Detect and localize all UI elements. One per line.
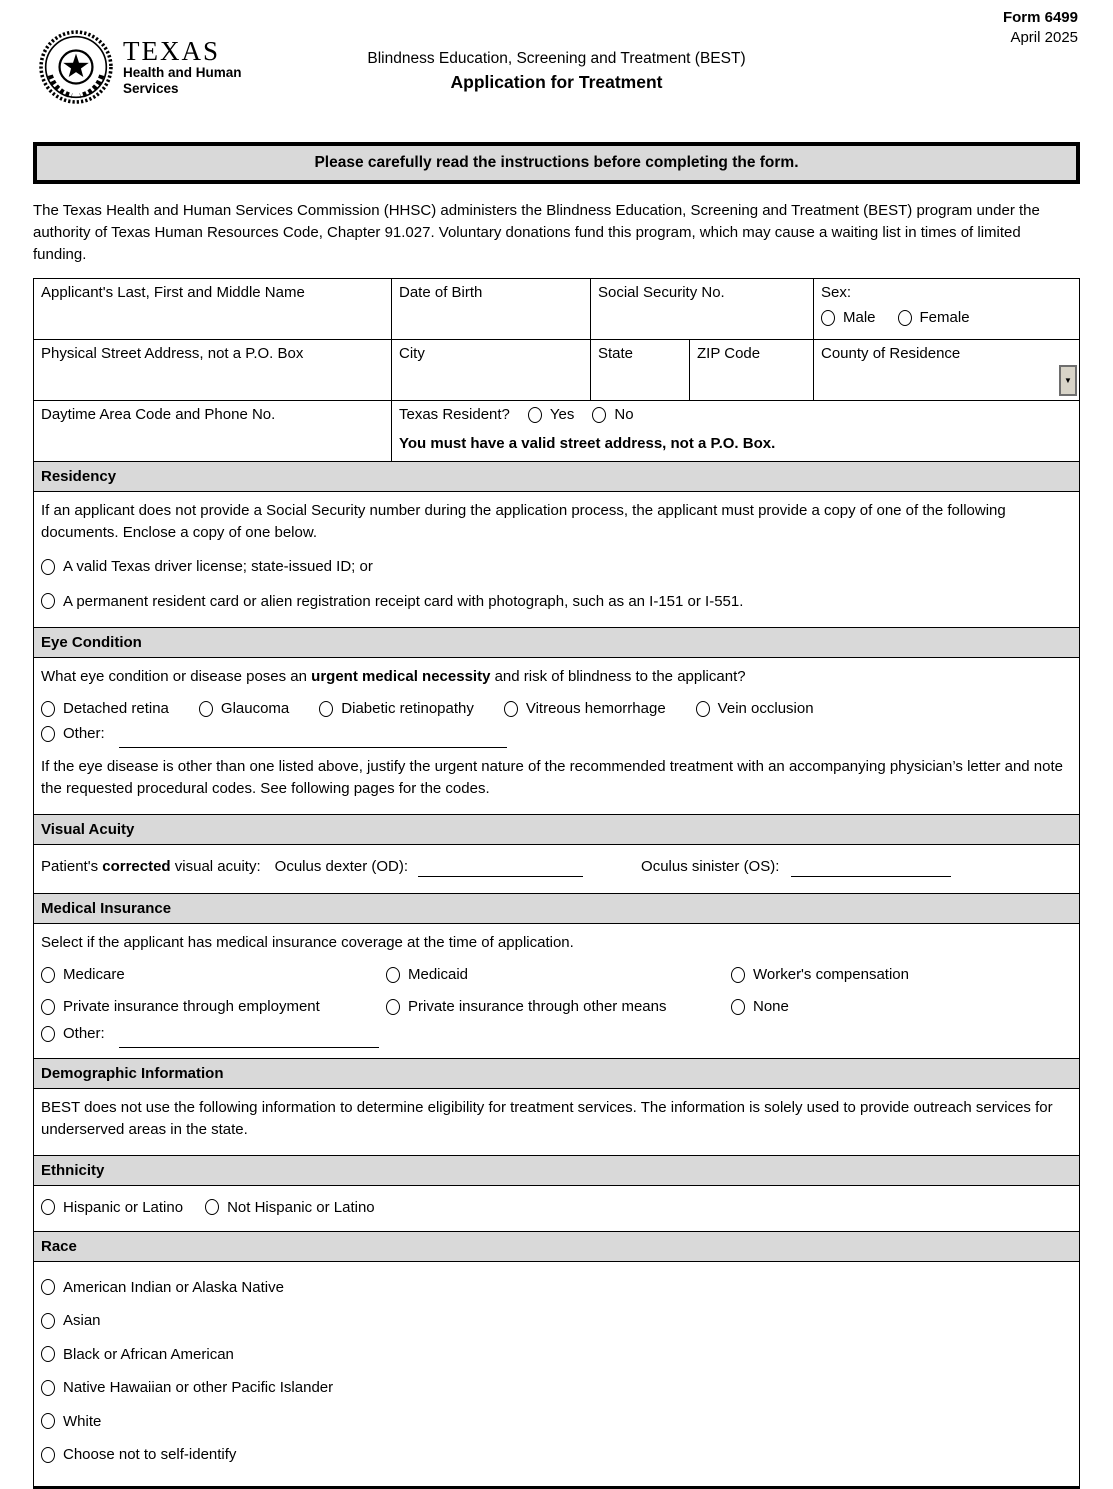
- zip-label: ZIP Code: [697, 345, 761, 362]
- sex-field: [813, 279, 1079, 339]
- radio-label: American Indian or Alaska Native: [63, 1278, 284, 1296]
- radio-icon[interactable]: [41, 1346, 55, 1362]
- form-date: April 2025: [1010, 29, 1078, 46]
- radio-insurance-private-other[interactable]: [386, 998, 731, 1015]
- radio-label: Asian: [63, 1312, 101, 1329]
- city-label: City: [399, 345, 425, 362]
- radio-icon[interactable]: [41, 1380, 55, 1396]
- visual-acuity-section-header: Visual Acuity: [34, 814, 1079, 844]
- radio-label: White: [63, 1412, 102, 1430]
- application-form-table: [33, 278, 1080, 1489]
- ethnicity-section-body: [34, 1185, 1079, 1231]
- radio-sex-male[interactable]: [821, 309, 876, 326]
- radio-icon[interactable]: [386, 967, 400, 983]
- radio-icon[interactable]: [41, 1026, 55, 1042]
- state-label: State: [598, 345, 634, 362]
- address-label: Physical Street Address, not a P.O. Box: [41, 345, 304, 362]
- radio-ethnicity-hispanic[interactable]: [41, 1199, 183, 1216]
- radio-label: Glaucoma: [220, 700, 290, 717]
- radio-icon[interactable]: [41, 967, 55, 983]
- residency-intro: If an applicant does not provide a Social Security number during the application process, the applicant must provide a copy of one of the following documents. Enclose a copy of one below.: [41, 502, 1006, 541]
- radio-race-black[interactable]: [41, 1346, 234, 1363]
- radio-race-american-indian[interactable]: [41, 1279, 284, 1296]
- radio-label: Hispanic or Latino: [63, 1198, 184, 1216]
- radio-eye-glaucoma[interactable]: [199, 700, 289, 717]
- radio-label: Choose not to self-identify: [63, 1446, 237, 1463]
- county-dropdown-button[interactable]: [1059, 365, 1077, 396]
- radio-race-white[interactable]: [41, 1413, 101, 1430]
- radio-icon[interactable]: [592, 407, 606, 423]
- chevron-down-icon: ▼: [1064, 376, 1072, 385]
- texas-hhs-logo: [39, 30, 242, 104]
- radio-label: A permanent resident card or alien registration receipt card with photograph, such as an I-151 or I-551.: [63, 592, 744, 610]
- radio-label: Female: [919, 309, 970, 326]
- page-header: [33, 0, 1080, 140]
- applicant-row-3: [34, 400, 1079, 461]
- radio-insurance-other[interactable]: [41, 1025, 105, 1042]
- radio-label: Other:: [63, 1025, 105, 1042]
- form-main-title: Application for Treatment: [450, 72, 663, 92]
- county-field[interactable]: [813, 340, 1079, 400]
- radio-label: Private insurance through employment: [63, 998, 320, 1015]
- radio-sex-female[interactable]: [898, 309, 970, 326]
- radio-texas-resident-yes[interactable]: [528, 406, 574, 423]
- radio-label: Not Hispanic or Latino: [227, 1198, 375, 1216]
- radio-label: Medicare: [63, 966, 125, 983]
- radio-icon[interactable]: [41, 726, 55, 742]
- radio-insurance-none[interactable]: [731, 998, 1072, 1015]
- radio-icon[interactable]: [731, 967, 745, 983]
- dob-field[interactable]: [391, 279, 590, 339]
- radio-label: Private insurance through other means: [408, 998, 667, 1015]
- radio-icon[interactable]: [504, 701, 518, 717]
- radio-icon[interactable]: [319, 701, 333, 717]
- demographic-section-body: [34, 1088, 1079, 1155]
- radio-race-not-self-identify[interactable]: [41, 1446, 236, 1463]
- zip-field[interactable]: [689, 340, 813, 400]
- phone-label: Daytime Area Code and Phone No.: [41, 406, 276, 423]
- radio-eye-detached-retina[interactable]: [41, 700, 169, 717]
- program-intro-paragraph: The Texas Health and Human Services Commission (HHSC) administers the Blindness Education, Screening and Treatment (BEST) program under the authority of Texas Human Resources Code, Chapter 91.027. Voluntary donations fund this program, which may cause a waiting list in times of limited funding.: [33, 202, 1040, 263]
- eye-other-input-line[interactable]: [119, 731, 507, 748]
- radio-insurance-workers-compensation[interactable]: [731, 966, 1072, 983]
- ethnicity-section-header: Ethnicity: [34, 1155, 1079, 1185]
- applicant-row-1: [34, 279, 1079, 339]
- radio-label: No: [614, 406, 634, 423]
- radio-icon[interactable]: [386, 999, 400, 1015]
- radio-icon[interactable]: [41, 701, 55, 717]
- radio-icon[interactable]: [41, 1447, 55, 1463]
- radio-race-asian[interactable]: [41, 1312, 101, 1329]
- radio-icon[interactable]: [41, 559, 55, 575]
- radio-label: Other:: [63, 725, 105, 742]
- radio-insurance-private-employment[interactable]: [41, 998, 386, 1015]
- radio-eye-vitreous-hemorrhage[interactable]: [504, 700, 666, 717]
- radio-race-native-hawaiian[interactable]: [41, 1379, 333, 1396]
- logo-wordmark: TEXAS Health and Human Services: [123, 35, 242, 96]
- radio-texas-resident-no[interactable]: [592, 406, 633, 423]
- radio-icon[interactable]: [731, 999, 745, 1015]
- eye-condition-section-body: [34, 657, 1079, 814]
- radio-icon[interactable]: [41, 999, 55, 1015]
- radio-icon[interactable]: [205, 1199, 219, 1215]
- residency-section-body: [34, 491, 1079, 627]
- applicant-row-2: [34, 339, 1079, 400]
- medical-insurance-section-header: Medical Insurance: [34, 893, 1079, 923]
- radio-icon[interactable]: [41, 1313, 55, 1329]
- ssn-field[interactable]: [590, 279, 813, 339]
- radio-label: Vitreous hemorrhage: [525, 700, 666, 717]
- radio-label: Worker's compensation: [753, 966, 909, 983]
- texas-resident-label: Texas Resident?: [399, 406, 510, 423]
- radio-residency-driver-license[interactable]: [41, 558, 373, 575]
- radio-icon[interactable]: [41, 1199, 55, 1215]
- form-number-block: [1003, 8, 1078, 48]
- visual-acuity-section-body: [34, 844, 1079, 894]
- state-field[interactable]: [590, 340, 689, 400]
- radio-label: Detached retina: [63, 700, 169, 717]
- address-field[interactable]: [34, 340, 391, 400]
- radio-label: Male: [843, 309, 876, 326]
- radio-icon[interactable]: [41, 1413, 55, 1429]
- dob-label: Date of Birth: [399, 284, 483, 301]
- race-section-header: Race: [34, 1231, 1079, 1261]
- radio-icon[interactable]: [696, 701, 710, 717]
- os-input-line[interactable]: [791, 861, 951, 878]
- ssn-label: Social Security No.: [598, 284, 725, 301]
- radio-eye-other[interactable]: [41, 725, 105, 742]
- radio-icon[interactable]: [199, 701, 213, 717]
- radio-icon[interactable]: [41, 1279, 55, 1295]
- demographic-section-header: Demographic Information: [34, 1058, 1079, 1088]
- eye-condition-question: What eye condition or disease poses an urgent medical necessity and risk of blindness to the applicant?: [41, 668, 746, 685]
- instructions-banner: Please carefully read the instructions before completing the form.: [33, 142, 1080, 184]
- radio-icon[interactable]: [528, 407, 542, 423]
- insurance-other-input-line[interactable]: [119, 1031, 379, 1048]
- phone-field[interactable]: [34, 401, 391, 461]
- eye-condition-section-header: Eye Condition: [34, 627, 1079, 657]
- radio-label: Black or African American: [63, 1345, 234, 1363]
- city-field[interactable]: [391, 340, 590, 400]
- radio-label: Diabetic retinopathy: [341, 700, 474, 717]
- radio-label: Vein occlusion: [717, 700, 814, 717]
- od-input-line[interactable]: [418, 861, 583, 878]
- logo-texas-text: TEXAS: [123, 35, 220, 66]
- radio-eye-vein-occlusion[interactable]: [696, 700, 814, 717]
- radio-icon[interactable]: [41, 593, 55, 609]
- os-label: Oculus sinister (OS):: [641, 858, 780, 875]
- radio-icon[interactable]: [821, 310, 835, 326]
- visual-acuity-label: Patient's corrected visual acuity:: [41, 858, 261, 875]
- radio-residency-resident-card[interactable]: [41, 593, 743, 610]
- street-address-note: You must have a valid street address, not a P.O. Box.: [399, 435, 776, 452]
- medical-insurance-section-body: [34, 923, 1079, 1058]
- radio-icon[interactable]: [898, 310, 912, 326]
- eye-condition-note: If the eye disease is other than one listed above, justify the urgent nature of the recommended treatment with an accompanying physician’s letter and note the requested procedural codes. See following pages for the codes.: [41, 757, 1063, 797]
- radio-eye-diabetic-retinopathy[interactable]: [319, 700, 474, 717]
- medical-insurance-intro: Select if the applicant has medical insurance coverage at the time of application.: [41, 934, 574, 951]
- radio-label: None: [753, 998, 789, 1015]
- radio-label: Native Hawaiian or other Pacific Islander: [63, 1379, 334, 1396]
- name-label: Applicant's Last, First and Middle Name: [41, 284, 305, 301]
- od-label: Oculus dexter (OD):: [274, 858, 409, 875]
- radio-ethnicity-not-hispanic[interactable]: [205, 1199, 375, 1216]
- demographic-text: BEST does not use the following information to determine eligibility for treatment services. The information is solely used to provide outreach services for underserved areas in the state.: [41, 1098, 1053, 1138]
- radio-insurance-medicaid[interactable]: [386, 966, 731, 983]
- residency-section-header: Residency: [34, 461, 1079, 491]
- sex-label: Sex:: [821, 284, 852, 301]
- texas-resident-cell: [391, 401, 1079, 461]
- radio-insurance-medicare[interactable]: [41, 966, 386, 983]
- radio-label: Medicaid: [408, 966, 469, 983]
- radio-label: A valid Texas driver license; state-issued ID; or: [63, 558, 373, 575]
- race-section-body: [34, 1261, 1079, 1486]
- radio-label: Yes: [549, 406, 575, 423]
- name-field[interactable]: [34, 279, 391, 339]
- county-label: County of Residence: [821, 345, 961, 362]
- form-subtitle: Blindness Education, Screening and Treatment (BEST): [367, 50, 746, 67]
- texas-hhs-seal-icon: [39, 30, 113, 104]
- form-number: Form 6499: [1002, 9, 1078, 26]
